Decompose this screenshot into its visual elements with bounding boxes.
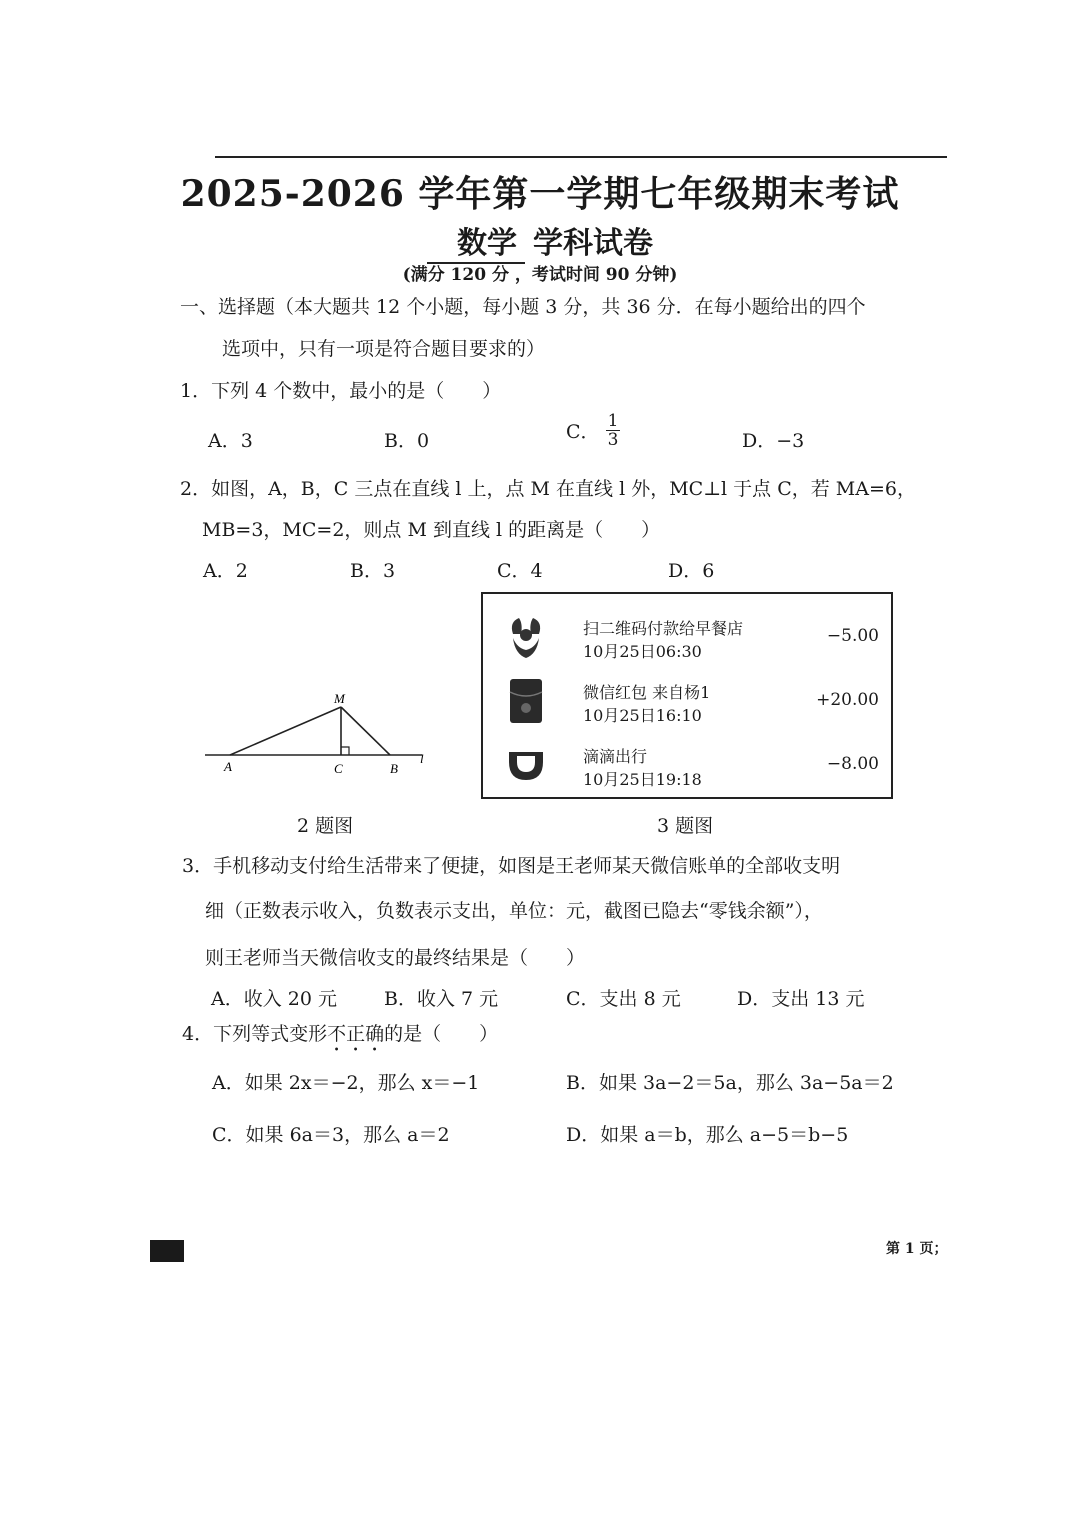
payment-amount: −5.00 [826,626,879,646]
figure2-caption: 2 题图 [297,815,354,837]
q1-stem: 1．下列 4 个数中，最小的是（ ） [180,380,502,402]
point-m-label: M [334,691,345,706]
exam-title: 2025-2026 学年第一学期七年级期末考试 [180,173,900,215]
segment-mb [341,707,390,755]
q3-option-d: D．支出 13 元 [737,988,865,1010]
q4-option-a: A．如果 2x＝−2，那么 x＝−1 [212,1072,480,1094]
payment-row [483,608,891,668]
payment-time: 10月25日06:30 [583,642,702,661]
didi-icon [505,742,547,788]
exam-meta: (满分 120 分 ，考试时间 90 分钟) [402,265,678,285]
right-angle-mark [341,747,349,755]
subject-suffix: 学科试卷 [533,226,653,261]
red-packet-icon [505,678,547,724]
q2-option-b: B．3 [350,560,396,582]
payment-name: 扫二维码付款给早餐店 [583,619,744,638]
payment-name: 滴滴出行 [583,747,648,766]
q4-stem-post: 的是（ ） [384,1023,499,1045]
q3-line2: 细（正数表示收入，负数表示支出，单位：元，截图已隐去“零钱余额”）， [205,900,823,922]
q2-option-d: D．6 [668,560,715,582]
q1-option-b: B．0 [384,430,430,452]
point-b-label: B [390,761,398,776]
q4-option-c: C．如果 6a＝3，那么 a＝2 [212,1124,450,1146]
q3-option-b: B．收入 7 元 [384,988,499,1010]
q3-option-c: C．支出 8 元 [566,988,681,1010]
q2-line2: MB=3，MC=2，则点 M 到直线 l 的距离是（ ） [202,519,661,541]
figure2-diagram [200,688,440,780]
q3-option-a: A．收入 20 元 [211,988,337,1010]
payment-row [483,736,891,796]
section1-heading-line2: 选项中，只有一项是符合题目要求的） [222,338,546,360]
q2-line1: 2．如图，A，B，C 三点在直线 l 上，点 M 在直线 l 外，MC⊥l 于点 C，若 MA=6， [180,478,916,500]
q3-line1: 3．手机移动支付给生活带来了便捷，如图是王老师某天微信账单的全部收支明 [182,855,841,877]
payment-name: 微信红包 来自杨1 [583,683,711,702]
point-a-label: A [224,759,232,774]
footer-marker [150,1240,184,1262]
q4-stem [182,1019,498,1056]
fraction-denominator: 3 [607,430,619,450]
payment-time: 10月25日16:10 [583,706,702,725]
payment-amount: +20.00 [816,690,879,710]
q3-line3: 则王老师当天微信收支的最终结果是（ ） [205,947,586,969]
page-number: 第 1 页； [886,1241,948,1257]
q1-option-a: A．3 [208,430,253,452]
payment-row [483,672,891,732]
q1-option-d: D．−3 [742,430,805,452]
segment-ma [230,707,341,755]
q4-option-b: B．如果 3a−2＝5a，那么 3a−5a＝2 [566,1072,894,1094]
exam-subtitle [0,218,1080,264]
payment-amount: −8.00 [826,754,879,774]
q4-option-d: D．如果 a＝b，那么 a−5＝b−5 [566,1124,849,1146]
q1-option-c-label: C． [566,421,600,443]
payment-time: 10月25日19:18 [583,770,702,789]
q4-stem-emphasis: 不正确 [327,1023,385,1045]
point-c-label: C [334,761,343,776]
scan-pay-icon [505,614,547,660]
q1-option-c [566,412,620,449]
figure3-caption: 3 题图 [657,815,714,837]
q2-option-c: C．4 [497,560,543,582]
section1-heading-line1: 一、选择题（本大题共 12 个小题，每小题 3 分，共 36 分．在每小题给出的四个 [180,296,866,318]
q4-stem-pre: 4．下列等式变形 [182,1023,328,1045]
header-rule [215,156,947,158]
fraction-numerator: 1 [607,411,619,431]
q2-option-a: A．2 [203,560,248,582]
subject-name: 数学 [427,218,525,264]
line-l-label: l [420,751,424,766]
figure3-payment-list [481,592,893,799]
q1-option-c-fraction [606,412,621,449]
